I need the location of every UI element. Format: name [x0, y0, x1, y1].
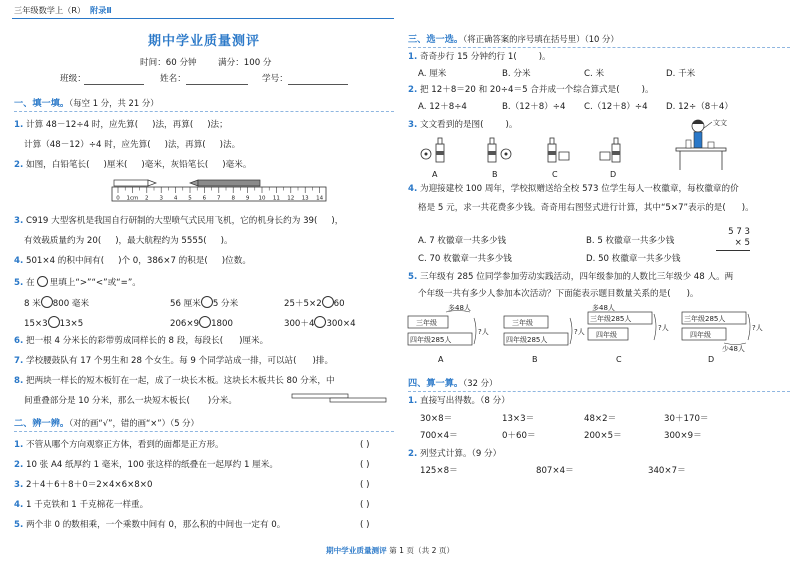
- s3-q2-opt-b: B.（12＋8）÷4: [502, 102, 566, 112]
- section-4-note: （32 分）: [463, 378, 498, 388]
- q7-number: 7.: [14, 356, 24, 366]
- s3-q1-close: )。: [538, 52, 551, 62]
- judge-mark-5[interactable]: ( ): [360, 520, 370, 530]
- compare-right: 60: [333, 299, 345, 309]
- q1-number: 1.: [14, 120, 24, 130]
- person-name: 文文: [713, 119, 727, 127]
- q5-text-a: 在: [25, 278, 35, 288]
- judge-number: 4.: [14, 500, 24, 510]
- calc-r2-3: 200×5＝: [584, 431, 622, 441]
- bar-model-figure: [404, 300, 794, 370]
- calc-rule: [716, 250, 750, 251]
- s3-q1-opt-a: A. 厘米: [418, 69, 447, 79]
- model-a-q: ?人: [478, 328, 489, 336]
- s3-q4-opt-b: B. 5 枚徽章一共多少钱: [586, 236, 675, 246]
- compare-circle[interactable]: [41, 296, 53, 308]
- judge-number: 1.: [14, 440, 24, 450]
- section-2-note: （对的画“√”，错的画“×”）（5 分）: [69, 418, 199, 428]
- q5-text-b: 里填上“>”“<”或“=”。: [49, 278, 141, 288]
- model-b-label: B: [532, 355, 538, 364]
- appendix-label: 附录Ⅱ: [90, 5, 112, 15]
- q1-text-e: )法，再算(: [164, 140, 206, 150]
- name-field[interactable]: [186, 84, 248, 85]
- s3-q4-close: )。: [741, 203, 754, 213]
- s3-q5-number: 5.: [408, 272, 418, 282]
- ruler-tick-label: 10: [258, 195, 266, 202]
- ruler-tick-label: 12: [287, 195, 295, 202]
- option-a-label: A: [432, 170, 438, 179]
- ruler-tick-label: 5: [188, 195, 192, 202]
- q5-number: 5.: [14, 278, 24, 288]
- ruler-tick-label: 3: [159, 195, 163, 202]
- s3-q2-line: [408, 85, 654, 95]
- compare-circle[interactable]: [48, 316, 60, 328]
- s3-q2-text: 把 12＋8＝20 和 20÷4＝5 合并成一个综合算式是(: [419, 85, 620, 95]
- q2-text-a: 如图，白铅笔长(: [25, 160, 90, 170]
- model-a: [408, 303, 489, 364]
- calc-r3-1: 125×8＝: [420, 466, 458, 476]
- q4-text-c: )位数。: [221, 256, 251, 266]
- id-field[interactable]: [288, 84, 348, 85]
- q1-text-c: )法；: [207, 120, 228, 130]
- s3-q4-opt-c: C. 70 枚徽章一共多少钱: [418, 254, 512, 264]
- ruler-tick-label: 1cm: [126, 195, 139, 202]
- q4-line: [14, 256, 251, 266]
- q8-text-c: )分米。: [207, 396, 237, 406]
- compare-4: [24, 316, 83, 329]
- q1-line1: [14, 120, 228, 130]
- q3-line2: [24, 236, 233, 246]
- s4-q1-text: 直接写出得数。（8 分）: [419, 396, 510, 406]
- q2-text-c: )毫米，灰铅笔长(: [141, 160, 209, 170]
- model-d-g3n: 三年级285人: [684, 315, 726, 323]
- judge-item-2: [14, 460, 278, 470]
- model-d-q: ?人: [752, 324, 763, 332]
- judge-text: 2＋4＋6＋8＋0＝2×4×6×8×0: [25, 480, 153, 490]
- compare-left: 8 米: [24, 299, 41, 309]
- q2-text-b: )厘米(: [103, 160, 128, 170]
- option-d-label: D: [610, 170, 617, 179]
- q8-line1: [14, 376, 335, 386]
- q1-text-d: 计算（48－12）÷4 时，应先算(: [24, 140, 151, 150]
- q7-line: [14, 356, 333, 366]
- view-figure: [418, 114, 748, 184]
- compare-left: 25＋5×2: [284, 299, 322, 309]
- option-b-figure: [488, 138, 511, 179]
- compare-circle[interactable]: [199, 316, 211, 328]
- ruler-tick-label: 14: [316, 195, 324, 202]
- name-label: 姓名：: [160, 74, 186, 84]
- id-label: 学号：: [262, 74, 288, 84]
- s3-q4-line2: [418, 203, 754, 213]
- q6-line: [14, 336, 268, 346]
- section-1-title: 一、填一填。: [14, 98, 70, 109]
- calc-r1-1: 30×8＝: [420, 414, 453, 424]
- model-a-more: 多48人: [448, 304, 471, 312]
- model-d: [682, 312, 763, 364]
- section-2-title: 二、辨一辨。: [14, 418, 70, 429]
- judge-mark-3[interactable]: ( ): [360, 480, 370, 490]
- board-top: [292, 394, 348, 398]
- model-c-more: 多48人: [592, 304, 615, 312]
- ruler-tick-label: 7: [217, 195, 221, 202]
- compare-left: 56 厘米: [170, 299, 201, 309]
- s4-q2-text: 列竖式计算。（9 分）: [419, 449, 502, 459]
- section-3-title: 三、选一选。: [408, 34, 464, 45]
- ruler-tick-label: 6: [202, 195, 207, 202]
- judge-item-3: [14, 480, 152, 490]
- q4-number: 4.: [14, 256, 24, 266]
- white-pencil: [114, 180, 156, 186]
- compare-2: [170, 296, 238, 309]
- q1-text-f: )法。: [219, 140, 241, 150]
- time-label: 时间：60 分钟: [140, 58, 197, 68]
- s3-q1-opt-d: D. 千米: [666, 69, 696, 79]
- judge-text: 10 张 A4 纸厚约 1 毫米，100 张这样的纸叠在一起厚约 1 厘米。: [25, 460, 278, 470]
- section-2-heading: [14, 418, 199, 429]
- ruler-tick-label: 4: [173, 195, 178, 202]
- calc-r2-2: 0＋60＝: [502, 431, 536, 441]
- q2-text-d: )毫米。: [222, 160, 252, 170]
- q7-text-b: )排。: [312, 356, 334, 366]
- model-c: [588, 303, 669, 364]
- s4-q1-line: [408, 396, 510, 406]
- q6-number: 6.: [14, 336, 24, 346]
- calc-r1-3: 48×2＝: [584, 414, 617, 424]
- option-a-figure: [421, 138, 444, 179]
- s3-q4-opt-a: A. 7 枚徽章一共多少钱: [418, 236, 507, 246]
- q1-text-a: 计算 48－12÷4 时，应先算(: [25, 120, 139, 130]
- section-1-note: （每空 1 分，共 21 分）: [69, 98, 159, 108]
- compare-5: [170, 316, 233, 329]
- q1-line2: [24, 140, 240, 150]
- s4-q2-line: [408, 449, 501, 459]
- ruler-tick-label: 0: [116, 195, 120, 202]
- option-d-figure: [600, 138, 620, 179]
- compare-left: 15×3: [24, 319, 48, 329]
- section-3-rule: [408, 47, 790, 48]
- s3-q5-line2: [418, 289, 699, 299]
- s3-q4-line1: [408, 184, 739, 194]
- vertical-calc: [716, 227, 750, 251]
- s3-q4-number: 4.: [408, 184, 418, 194]
- calc-r1-2: 13×3＝: [502, 414, 535, 424]
- judge-text: 两个非 0 的数相乘，一个乘数中间有 0，那么积的中间也一定有 0。: [25, 520, 286, 530]
- q3-text-a: C919 大型客机是我国自行研制的大型喷气式民用飞机，它的机身长约为 39(: [25, 216, 318, 226]
- s3-q5-text-b: 个年级一共有多少人参加本次活动？下面能表示题目数量关系的是(: [418, 289, 671, 299]
- s3-q1-opt-c: C. 米: [584, 69, 605, 79]
- judge-item-1: [14, 440, 224, 450]
- compare-1: [24, 296, 89, 309]
- calc-r1-4: 30＋170＝: [664, 414, 709, 424]
- q8-number: 8.: [14, 376, 24, 386]
- calc-r2-1: 700×4＝: [420, 431, 458, 441]
- model-d-label: D: [708, 355, 715, 364]
- compare-circle[interactable]: [314, 316, 326, 328]
- s4-q1-number: 1.: [408, 396, 418, 406]
- judge-number: 3.: [14, 480, 24, 490]
- compare-right: 5 分米: [212, 299, 239, 309]
- s3-q2-close: )。: [641, 85, 654, 95]
- q3-number: 3.: [14, 216, 24, 226]
- s3-q2-opt-c: C.（12＋8）÷4: [584, 102, 648, 112]
- compare-left: 300＋4: [284, 319, 315, 329]
- calc-line-2: × 5: [734, 238, 750, 248]
- s3-q5-line1: [408, 272, 733, 282]
- q3-text-b: )，: [331, 216, 344, 226]
- calc-line-1: 5 7 3: [728, 227, 750, 237]
- s3-q4-text-a: 为迎接建校 100 周年，学校拟赠送给全校 573 位学生每人一枚徽章，每枚徽章的价: [419, 184, 739, 194]
- compare-3: [284, 296, 345, 309]
- model-c-label: C: [616, 355, 622, 364]
- judge-mark-2[interactable]: ( ): [360, 460, 370, 470]
- q4-text-b: )个 0，386×7 的积是(: [118, 256, 208, 266]
- compare-circle[interactable]: [322, 296, 334, 308]
- q4-text-a: 501×4 的积中间有(: [25, 256, 105, 266]
- gray-pencil: [190, 180, 260, 186]
- model-a-label: A: [438, 355, 444, 364]
- s3-q2-opt-a: A. 12＋8÷4: [418, 102, 467, 112]
- model-a-g3: 三年级: [416, 319, 437, 327]
- option-b-label: B: [492, 170, 498, 179]
- model-c-g4: 四年级: [596, 331, 617, 339]
- s3-q2-number: 2.: [408, 85, 418, 95]
- compare-left: 206×9: [170, 319, 200, 329]
- q3-text-c: 有效载质量约为 20(: [24, 236, 102, 246]
- model-b: [504, 316, 585, 364]
- calc-r3-3: 340×7＝: [648, 466, 686, 476]
- q3-text-e: )。: [220, 236, 233, 246]
- footer-page: 第 1 页（共 2 页）: [389, 546, 455, 555]
- page-title: 期中学业质量测评: [148, 34, 261, 49]
- q8-text-b: 间重叠部分是 10 分米，那么一块短木板长(: [24, 396, 190, 406]
- section-4-heading: [408, 378, 497, 389]
- model-b-g4n: 四年级285人: [506, 336, 548, 344]
- s4-q2-number: 2.: [408, 449, 418, 459]
- s3-q2-opt-d: D. 12÷（8＋4）: [666, 102, 733, 112]
- judge-mark-1[interactable]: ( ): [360, 440, 370, 450]
- compare-right: 300×4: [326, 319, 356, 329]
- s3-q4-text-b: 格是 5 元，求一共花费多少钱。奇奇用右图竖式进行计算，其中“5×7”表示的是(: [418, 203, 726, 213]
- q1-text-b: )法，再算(: [152, 120, 194, 130]
- judge-item-4: [14, 500, 148, 510]
- section-1-heading: [14, 98, 159, 109]
- ruler-tick-label: 11: [272, 195, 280, 202]
- q2-number: 2.: [14, 160, 24, 170]
- section-3-heading: [408, 34, 619, 45]
- model-d-g4: 四年级: [690, 331, 711, 339]
- board-bottom: [330, 398, 386, 402]
- class-field[interactable]: [84, 84, 144, 85]
- calc-r2-4: 300×9＝: [664, 431, 702, 441]
- model-d-less: 少48人: [722, 345, 745, 353]
- ruler-figure: [110, 178, 330, 208]
- q2-line: [14, 160, 251, 170]
- section-1-rule: [14, 111, 394, 112]
- q6-text-a: 把一根 4 分米长的彩带剪成同样长的 8 段，每段长(: [25, 336, 224, 346]
- model-c-q: ?人: [658, 324, 669, 332]
- q5-line: [14, 276, 141, 288]
- model-a-g4n: 四年级285人: [410, 336, 452, 344]
- s3-q5-close: )。: [686, 289, 699, 299]
- ruler-tick-label: 8: [231, 195, 235, 202]
- q6-text-b: )厘米。: [239, 336, 269, 346]
- header-rule: [12, 18, 394, 19]
- board-figure: [290, 392, 390, 406]
- class-label: 班级：: [60, 74, 86, 84]
- footer-title: 期中学业质量测评: [326, 546, 387, 555]
- judge-mark-4[interactable]: ( ): [360, 500, 370, 510]
- person-at-table: [676, 118, 727, 170]
- model-c-g3n: 三年级285人: [590, 315, 632, 323]
- compare-6: [284, 316, 356, 329]
- s3-q3-close: )。: [505, 120, 518, 130]
- s3-q1-number: 1.: [408, 52, 418, 62]
- s3-q3-text: 文文看到的是图(: [419, 120, 484, 130]
- option-c-label: C: [552, 170, 558, 179]
- q8-line2: [24, 396, 237, 406]
- section-4-rule: [408, 391, 790, 392]
- score-label: 满分：100 分: [218, 58, 272, 68]
- s3-q4-opt-d: D. 50 枚徽章一共多少钱: [586, 254, 681, 264]
- judge-number: 5.: [14, 520, 24, 530]
- section-2-rule: [14, 431, 394, 432]
- judge-text: 1 千克铁和 1 千克棉花一样重。: [25, 500, 149, 510]
- calc-r3-2: 807×4＝: [536, 466, 574, 476]
- ruler-tick-label: 13: [301, 195, 309, 202]
- model-b-q: ?人: [574, 328, 585, 336]
- ruler-tick-label: 9: [245, 195, 250, 202]
- compare-circle[interactable]: [201, 296, 213, 308]
- compare-right: 800 毫米: [52, 299, 90, 309]
- q3-line1: [14, 216, 343, 226]
- ruler-tick-label: 2: [145, 195, 149, 202]
- section-4-title: 四、算一算。: [408, 378, 464, 389]
- q3-text-d: )，最大航程约为 5555(: [115, 236, 207, 246]
- judge-number: 2.: [14, 460, 24, 470]
- s3-q3-number: 3.: [408, 120, 418, 130]
- footer: [326, 546, 454, 555]
- judge-text: 不管从哪个方向观察正方体，看到的面都是正方形。: [25, 440, 224, 450]
- option-c-figure: [548, 138, 569, 179]
- compare-right: 1800: [211, 319, 233, 329]
- circle-icon: [37, 276, 48, 287]
- judge-item-5: [14, 520, 285, 530]
- q7-text-a: 学校腰鼓队有 17 个男生和 28 个女生。每 9 个同学站成一排，可以站(: [25, 356, 297, 366]
- s3-q1-opt-b: B. 分米: [502, 69, 531, 79]
- s3-q1-line: [408, 52, 551, 62]
- section-3-note: （将正确答案的序号填在括号里）（10 分）: [463, 34, 619, 44]
- s3-q5-text-a: 三年级有 285 位同学参加劳动实践活动，四年级参加的人数比三年级少 48 人。两: [419, 272, 734, 282]
- compare-right: 13×5: [59, 319, 84, 329]
- course-label: 三年级数学上（R）: [14, 5, 86, 15]
- model-b-g3: 三年级: [512, 319, 533, 327]
- s3-q1-text: 奇奇步行 15 分钟约行 1(: [419, 52, 517, 62]
- q8-text-a: 把两块一样长的短木板钉在一起，成了一块长木板。这块长木板共长 80 分米，中: [25, 376, 335, 386]
